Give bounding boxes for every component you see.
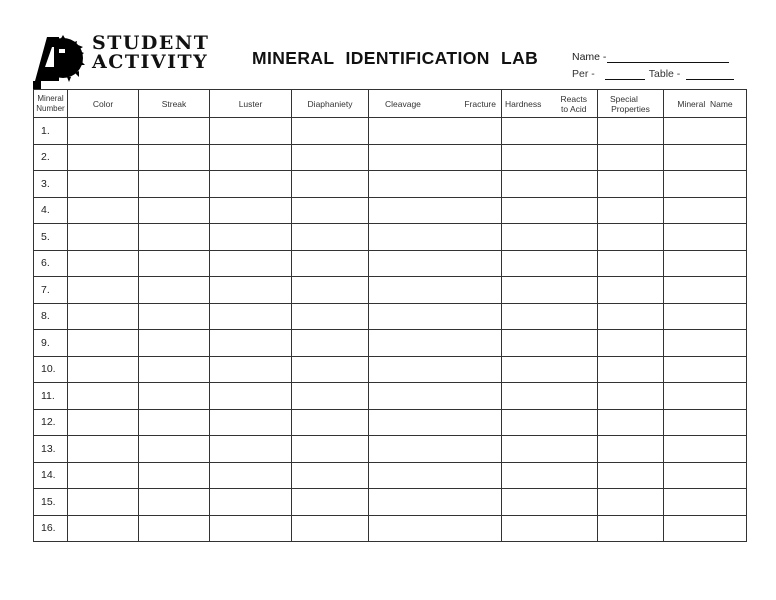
cell-special-properties[interactable]: [598, 118, 664, 145]
cell-color[interactable]: [68, 436, 139, 463]
col-mineral-number: [34, 90, 68, 118]
cell-color[interactable]: [68, 515, 139, 542]
cell-hardness-reacts[interactable]: [502, 171, 598, 198]
cell-mineral-name[interactable]: [664, 330, 747, 357]
table-row: [34, 436, 747, 463]
row-number: 2.: [34, 144, 68, 171]
table-row: [34, 171, 747, 198]
col-color: Color: [68, 90, 139, 118]
cell-streak[interactable]: [139, 330, 210, 357]
per-field[interactable]: [605, 69, 645, 80]
page-title: MINERAL IDENTIFICATION LAB: [252, 48, 539, 68]
table-row: [34, 462, 747, 489]
brand-text: [92, 34, 209, 72]
cell-luster[interactable]: [210, 277, 292, 304]
table-row: [34, 409, 747, 436]
row-number: 13.: [34, 436, 68, 463]
cell-special-properties[interactable]: [598, 277, 664, 304]
table-row: [34, 489, 747, 516]
cell-cleavage-fracture[interactable]: [369, 171, 502, 198]
cell-diaphaniety[interactable]: [292, 250, 369, 277]
cell-hardness-reacts[interactable]: [502, 277, 598, 304]
cell-diaphaniety[interactable]: [292, 224, 369, 251]
row-number: 3.: [34, 171, 68, 198]
cell-hardness-reacts[interactable]: [502, 303, 598, 330]
cell-mineral-name[interactable]: [664, 462, 747, 489]
cell-streak[interactable]: [139, 144, 210, 171]
cell-streak[interactable]: [139, 356, 210, 383]
cell-diaphaniety[interactable]: [292, 303, 369, 330]
cell-special-properties[interactable]: [598, 250, 664, 277]
cell-color[interactable]: [68, 277, 139, 304]
col-reacts-to-acid: [561, 94, 587, 114]
name-label: Name -: [572, 51, 607, 63]
cell-mineral-name[interactable]: [664, 515, 747, 542]
cell-special-properties[interactable]: [598, 303, 664, 330]
table-row: [34, 383, 747, 410]
cell-cleavage-fracture[interactable]: [369, 489, 502, 516]
cell-color[interactable]: [68, 171, 139, 198]
table-row: [34, 330, 747, 357]
col-fracture: Fracture: [464, 98, 496, 109]
row-number: 9.: [34, 330, 68, 357]
col-mineral-name: Mineral Name: [664, 90, 747, 118]
student-info-fields: [570, 47, 734, 80]
col-label: Reacts: [560, 93, 587, 104]
cell-hardness-reacts[interactable]: [502, 197, 598, 224]
col-cleavage: Cleavage: [385, 98, 421, 109]
cell-diaphaniety[interactable]: [292, 330, 369, 357]
col-label: Special: [610, 93, 638, 104]
cell-hardness-reacts[interactable]: [502, 224, 598, 251]
cell-mineral-name[interactable]: [664, 144, 747, 171]
cell-luster[interactable]: [210, 409, 292, 436]
cell-luster[interactable]: [210, 330, 292, 357]
cell-special-properties[interactable]: [598, 515, 664, 542]
cell-special-properties[interactable]: [598, 224, 664, 251]
cell-luster[interactable]: [210, 144, 292, 171]
cell-special-properties[interactable]: [598, 409, 664, 436]
cell-cleavage-fracture[interactable]: [369, 118, 502, 145]
col-hardness: Hardness: [505, 98, 542, 109]
brand-line1: STUDENT: [92, 32, 210, 54]
cell-diaphaniety[interactable]: [292, 171, 369, 198]
cell-mineral-name[interactable]: [664, 197, 747, 224]
cell-color[interactable]: [68, 144, 139, 171]
row-number: 8.: [34, 303, 68, 330]
cell-streak[interactable]: [139, 409, 210, 436]
row-number: 15.: [34, 489, 68, 516]
cell-diaphaniety[interactable]: [292, 144, 369, 171]
table-row: [34, 197, 747, 224]
cell-diaphaniety[interactable]: [292, 383, 369, 410]
row-number: 14.: [34, 462, 68, 489]
cell-hardness-reacts[interactable]: [502, 462, 598, 489]
cell-color[interactable]: [68, 356, 139, 383]
cell-mineral-name[interactable]: [664, 489, 747, 516]
cell-luster[interactable]: [210, 383, 292, 410]
cell-diaphaniety[interactable]: [292, 462, 369, 489]
cell-hardness-reacts[interactable]: [502, 383, 598, 410]
cell-special-properties[interactable]: [598, 144, 664, 171]
cell-color[interactable]: [68, 118, 139, 145]
cell-mineral-name[interactable]: [664, 250, 747, 277]
cell-color[interactable]: [68, 250, 139, 277]
cell-streak[interactable]: [139, 118, 210, 145]
cell-luster[interactable]: [210, 224, 292, 251]
student-activity-logo-icon: [33, 33, 89, 83]
cell-color[interactable]: [68, 462, 139, 489]
cell-streak[interactable]: [139, 277, 210, 304]
table-row: [34, 118, 747, 145]
cell-cleavage-fracture[interactable]: [369, 197, 502, 224]
cell-mineral-name[interactable]: [664, 118, 747, 145]
name-field[interactable]: [607, 52, 729, 63]
cell-hardness-reacts[interactable]: [502, 489, 598, 516]
cell-cleavage-fracture[interactable]: [369, 144, 502, 171]
cell-mineral-name[interactable]: [664, 303, 747, 330]
row-number: 11.: [34, 383, 68, 410]
cell-diaphaniety[interactable]: [292, 356, 369, 383]
cell-luster[interactable]: [210, 515, 292, 542]
cell-cleavage-fracture[interactable]: [369, 356, 502, 383]
cell-luster[interactable]: [210, 356, 292, 383]
cell-mineral-name[interactable]: [664, 383, 747, 410]
row-number: 5.: [34, 224, 68, 251]
col-diaphaniety: Diaphaniety: [292, 90, 369, 118]
cell-mineral-name[interactable]: [664, 171, 747, 198]
col-streak: Streak: [139, 90, 210, 118]
cell-streak[interactable]: [139, 303, 210, 330]
cell-mineral-name[interactable]: [664, 409, 747, 436]
cell-diaphaniety[interactable]: [292, 118, 369, 145]
cell-hardness-reacts[interactable]: [502, 330, 598, 357]
col-label: Mineral: [37, 93, 64, 103]
cell-special-properties[interactable]: [598, 330, 664, 357]
cell-luster[interactable]: [210, 118, 292, 145]
cell-diaphaniety[interactable]: [292, 409, 369, 436]
cell-special-properties[interactable]: [598, 383, 664, 410]
row-number: 1.: [34, 118, 68, 145]
table-row: [34, 277, 747, 304]
table-row: [34, 515, 747, 542]
cell-luster[interactable]: [210, 436, 292, 463]
cell-special-properties[interactable]: [598, 489, 664, 516]
brand-line2: ACTIVITY: [92, 51, 209, 73]
cell-streak[interactable]: [139, 224, 210, 251]
cell-streak[interactable]: [139, 462, 210, 489]
col-label: Number: [36, 103, 65, 113]
cell-hardness-reacts[interactable]: [502, 356, 598, 383]
col-cleavage-fracture: [369, 90, 502, 118]
cell-hardness-reacts[interactable]: [502, 515, 598, 542]
cell-color[interactable]: [68, 383, 139, 410]
cell-color[interactable]: [68, 197, 139, 224]
col-label: Properties: [611, 103, 650, 114]
table-row: [34, 144, 747, 171]
header-row: [34, 90, 747, 118]
cell-cleavage-fracture[interactable]: [369, 462, 502, 489]
table-field[interactable]: [686, 69, 734, 80]
row-number: 12.: [34, 409, 68, 436]
cell-special-properties[interactable]: [598, 436, 664, 463]
mineral-id-table: [33, 89, 747, 542]
cell-luster[interactable]: [210, 171, 292, 198]
cell-mineral-name[interactable]: [664, 277, 747, 304]
row-number: 16.: [34, 515, 68, 542]
col-label: to Acid: [561, 103, 587, 114]
cell-mineral-name[interactable]: [664, 356, 747, 383]
cell-streak[interactable]: [139, 515, 210, 542]
cell-cleavage-fracture[interactable]: [369, 330, 502, 357]
cell-color[interactable]: [68, 303, 139, 330]
cell-color[interactable]: [68, 489, 139, 516]
cell-mineral-name[interactable]: [664, 224, 747, 251]
row-number: 4.: [34, 197, 68, 224]
cell-mineral-name[interactable]: [664, 436, 747, 463]
cell-cleavage-fracture[interactable]: [369, 224, 502, 251]
cell-streak[interactable]: [139, 436, 210, 463]
row-number: 10.: [34, 356, 68, 383]
cell-diaphaniety[interactable]: [292, 515, 369, 542]
cell-cleavage-fracture[interactable]: [369, 409, 502, 436]
row-number: 7.: [34, 277, 68, 304]
cell-special-properties[interactable]: [598, 197, 664, 224]
cell-special-properties[interactable]: [598, 356, 664, 383]
cell-streak[interactable]: [139, 489, 210, 516]
cell-cleavage-fracture[interactable]: [369, 250, 502, 277]
cell-diaphaniety[interactable]: [292, 436, 369, 463]
cell-cleavage-fracture[interactable]: [369, 515, 502, 542]
row-number: 6.: [34, 250, 68, 277]
logo-square: [33, 81, 41, 89]
cell-hardness-reacts[interactable]: [502, 144, 598, 171]
cell-diaphaniety[interactable]: [292, 197, 369, 224]
col-hardness-reacts: [502, 90, 598, 118]
cell-diaphaniety[interactable]: [292, 489, 369, 516]
cell-special-properties[interactable]: [598, 171, 664, 198]
cell-luster[interactable]: [210, 250, 292, 277]
table-row: [34, 303, 747, 330]
cell-diaphaniety[interactable]: [292, 277, 369, 304]
table-row: [34, 250, 747, 277]
cell-luster[interactable]: [210, 197, 292, 224]
cell-cleavage-fracture[interactable]: [369, 436, 502, 463]
per-label: Per -: [572, 68, 595, 80]
cell-special-properties[interactable]: [598, 462, 664, 489]
table-row: [34, 224, 747, 251]
cell-hardness-reacts[interactable]: [502, 409, 598, 436]
col-luster: Luster: [210, 90, 292, 118]
cell-cleavage-fracture[interactable]: [369, 383, 502, 410]
cell-hardness-reacts[interactable]: [502, 250, 598, 277]
cell-streak[interactable]: [139, 197, 210, 224]
cell-hardness-reacts[interactable]: [502, 436, 598, 463]
cell-color[interactable]: [68, 330, 139, 357]
table-row: [34, 356, 747, 383]
cell-cleavage-fracture[interactable]: [369, 277, 502, 304]
cell-color[interactable]: [68, 224, 139, 251]
cell-streak[interactable]: [139, 171, 210, 198]
cell-luster[interactable]: [210, 303, 292, 330]
cell-color[interactable]: [68, 409, 139, 436]
cell-streak[interactable]: [139, 383, 210, 410]
col-special-properties: [598, 90, 664, 118]
cell-cleavage-fracture[interactable]: [369, 303, 502, 330]
cell-streak[interactable]: [139, 250, 210, 277]
cell-luster[interactable]: [210, 489, 292, 516]
cell-hardness-reacts[interactable]: [502, 118, 598, 145]
table-label: Table -: [648, 68, 681, 80]
cell-luster[interactable]: [210, 462, 292, 489]
